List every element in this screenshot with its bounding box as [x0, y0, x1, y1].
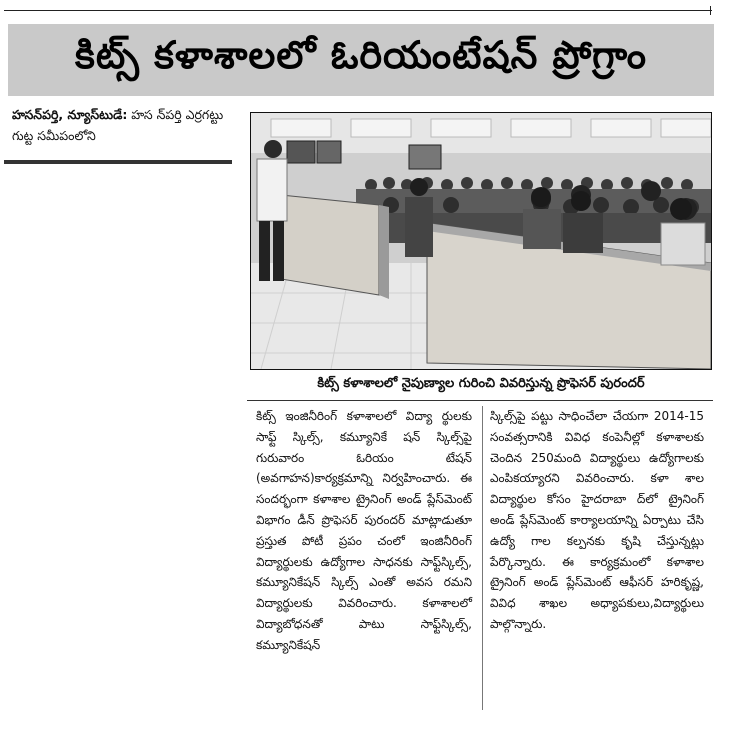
- classroom-photo: [250, 112, 712, 370]
- top-rule: [4, 10, 712, 11]
- headline: కిట్స్ కళాశాలలో ఓరియంటేషన్ ప్రోగ్రాం: [74, 33, 648, 77]
- dateline-text: హస న్‌పర్తి ఎర్రగట్టు గుట్ట సమీపంలోని: [12, 107, 224, 143]
- article-paragraph-2: స్కిల్స్‌పై పట్టు సాధించేలా చేయగా 2014-15 సంవత్సరానికి వివిధ కంపెనీల్లో కళాశాలకు చెందిన 250మంది విద్యార్థులు ఉద్యోగాలకు ఎంపికయ్యారని వివరించారు. కళా శాల విద్యార్థుల కోసం హైదరాబా ద్‌లో ట్రైనింగ్ అండ్ ప్లేస్‌మెంట్ కార్యాలయాన్ని ఏర్పాటు చేసి ఉద్యో గాల కల్పనకు కృషి చేస్తున్నట్లు పేర్కొన్నారు. ఈ కార్యక్రమంలో కళాశాల ట్రైనింగ్ అండ్ ప్లేస్‌మెంట్ ఆఫీసర్ హరికృష్ణ, వివిధ శాఖల అధ్యాపకులు,విద్యార్థులు పాల్గొన్నారు.: [490, 409, 704, 631]
- column-separator: [482, 406, 483, 710]
- dateline-place: హసన్‌పర్తి, న్యూస్‌టుడే:: [12, 107, 128, 122]
- photo-caption: కిట్స్ కళాశాలలో నైపుణ్యాల గురించి వివరిస్తున్న ప్రొఫెసర్ పురందర్: [317, 376, 645, 391]
- top-rule-end: [710, 6, 711, 15]
- article-paragraph-1: కిట్స్ ఇంజినీరింగ్ కళాశాలలో విద్యా ర్థులకు సాఫ్ట్ స్కిల్స్, కమ్యూనికే షన్ స్కిల్స్‌పై గురువారం ఓరియం టేషన్ (అవగాహన)కార్యక్రమాన్ని నిర్వహించారు. ఈ సందర్భంగా కళాశాల ట్రైనింగ్ అండ్ ప్లేస్‌మెంట్ విభాగం డీన్ ప్రొఫెసర్ పురందర్ మాట్లాడుతూ ప్రస్తుత పోటీ ప్రపం చంలో ఇంజినీరింగ్ విద్యార్థులకు ఉద్యోగాల సాధనకు సాఫ్ట్‌స్కిల్స్, కమ్యూనికేషన్ స్కిల్స్ ఎంతో అవస రమని విద్యార్థులకు వివరించారు. కళాశాలలో విద్యాబోధనతో పాటు సాఫ్ట్‌స్కిల్స్, కమ్యూనికేషన్: [256, 409, 472, 652]
- article-column-1: [256, 406, 472, 656]
- article-column-2: [490, 406, 704, 635]
- body-rule: [247, 400, 713, 401]
- left-divider: [4, 160, 232, 164]
- classroom-photo-icon: [251, 113, 711, 369]
- headline-banner: [8, 24, 714, 96]
- dateline: [12, 104, 238, 146]
